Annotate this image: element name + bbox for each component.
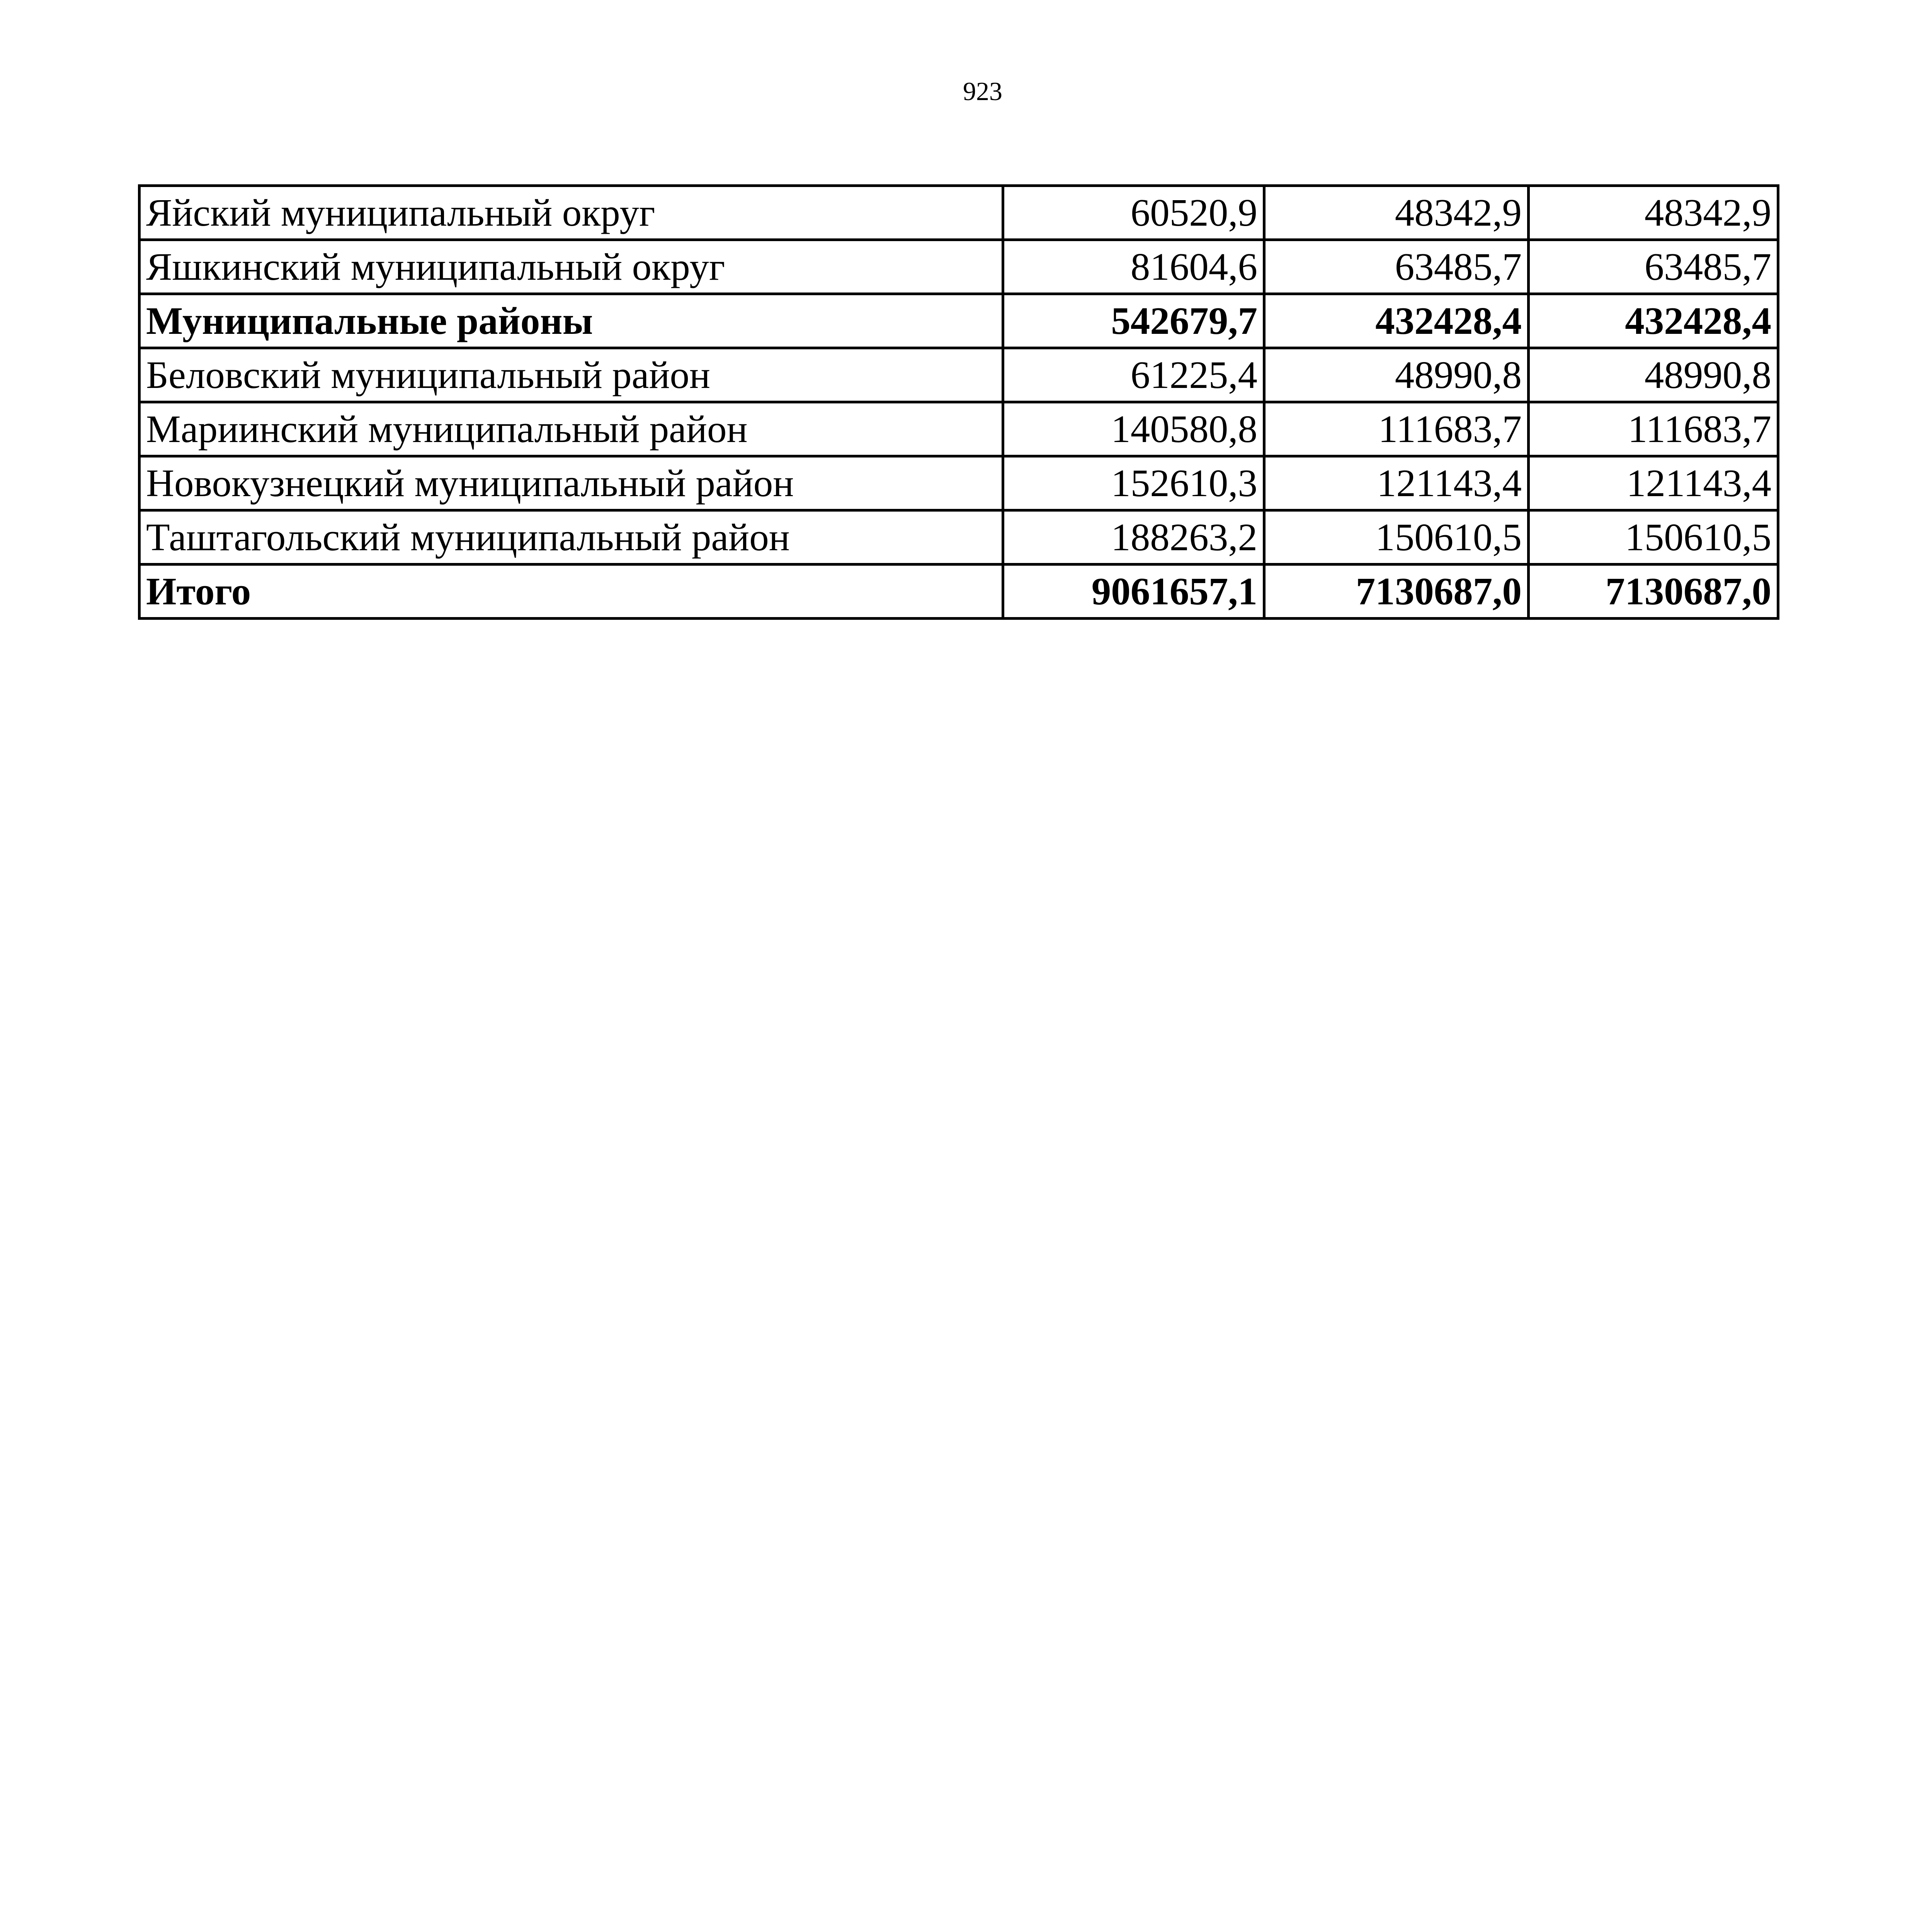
row-value-1: 140580,8 xyxy=(1003,402,1264,456)
row-value-3: 432428,4 xyxy=(1529,294,1778,348)
row-value-1: 542679,7 xyxy=(1003,294,1264,348)
table-row-total xyxy=(139,565,1778,619)
row-value-2: 63485,7 xyxy=(1264,240,1529,294)
row-value-1: 152610,3 xyxy=(1003,456,1264,510)
page-number: 923 xyxy=(963,77,1002,106)
row-value-1: 61225,4 xyxy=(1003,348,1264,402)
row-name: Мариинский муниципальный район xyxy=(139,402,1003,456)
table-row xyxy=(139,348,1778,402)
row-value-3: 121143,4 xyxy=(1529,456,1778,510)
row-value-3: 48342,9 xyxy=(1529,186,1778,240)
row-name: Яйский муниципальный округ xyxy=(139,186,1003,240)
row-value-2: 111683,7 xyxy=(1264,402,1529,456)
row-name: Беловский муниципальный район xyxy=(139,348,1003,402)
table-row-subtotal xyxy=(139,294,1778,348)
budget-table xyxy=(138,184,1779,620)
row-name: Итого xyxy=(139,565,1003,619)
row-value-2: 432428,4 xyxy=(1264,294,1529,348)
row-value-3: 63485,7 xyxy=(1529,240,1778,294)
row-value-1: 9061657,1 xyxy=(1003,565,1264,619)
row-value-2: 48342,9 xyxy=(1264,186,1529,240)
table-row xyxy=(139,240,1778,294)
row-name: Таштагольский муниципальный район xyxy=(139,510,1003,565)
row-value-2: 121143,4 xyxy=(1264,456,1529,510)
row-name: Новокузнецкий муниципальный район xyxy=(139,456,1003,510)
row-value-1: 60520,9 xyxy=(1003,186,1264,240)
row-value-3: 111683,7 xyxy=(1529,402,1778,456)
row-value-3: 48990,8 xyxy=(1529,348,1778,402)
table-row xyxy=(139,510,1778,565)
row-value-3: 150610,5 xyxy=(1529,510,1778,565)
row-value-1: 188263,2 xyxy=(1003,510,1264,565)
row-value-2: 150610,5 xyxy=(1264,510,1529,565)
row-value-3: 7130687,0 xyxy=(1529,565,1778,619)
row-value-1: 81604,6 xyxy=(1003,240,1264,294)
table-row xyxy=(139,186,1778,240)
row-name: Муниципальные районы xyxy=(139,294,1003,348)
table-row xyxy=(139,456,1778,510)
row-value-2: 48990,8 xyxy=(1264,348,1529,402)
row-value-2: 7130687,0 xyxy=(1264,565,1529,619)
table-row xyxy=(139,402,1778,456)
row-name: Яшкинский муниципальный округ xyxy=(139,240,1003,294)
